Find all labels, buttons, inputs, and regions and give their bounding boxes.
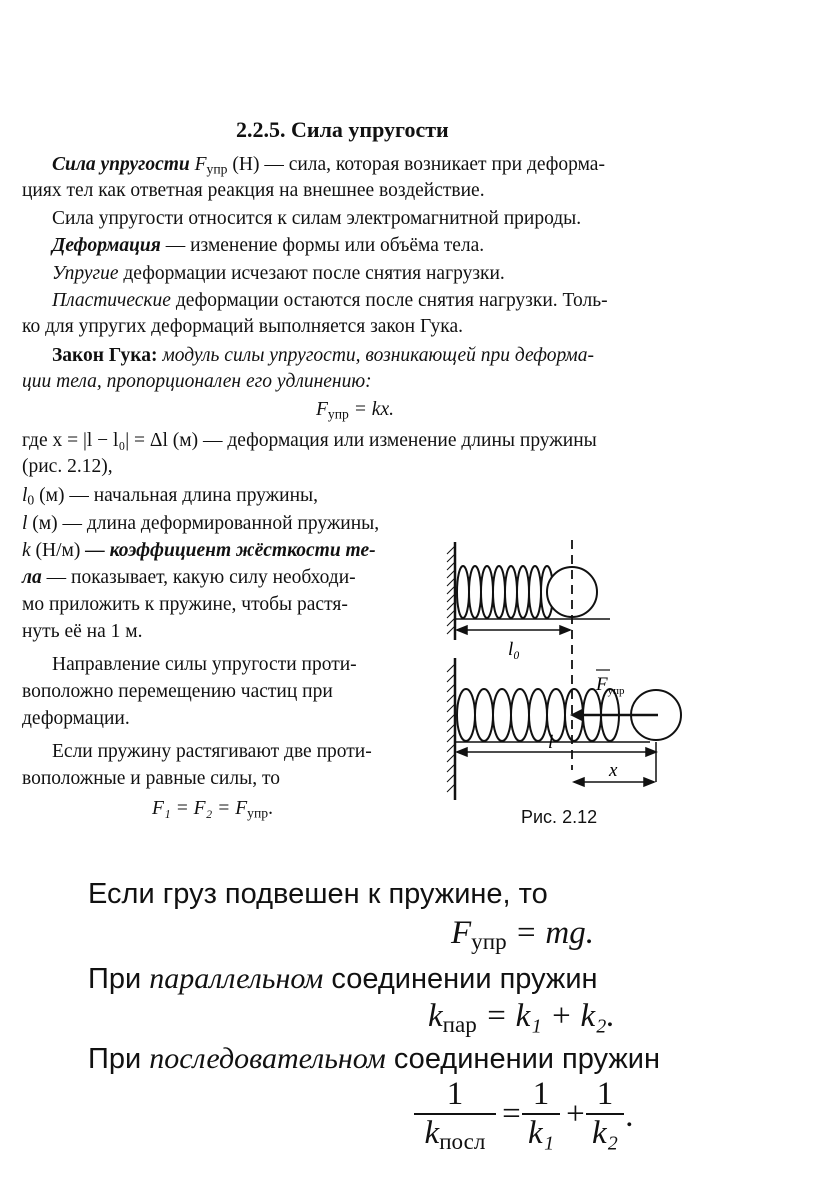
hanging-rhs: = mg. [514, 915, 594, 951]
k-line-2 [22, 565, 356, 591]
k-term: — коэффициент жёсткости те- [85, 540, 376, 561]
two-forces-formula-end: . [268, 798, 273, 819]
series-text [88, 1042, 660, 1076]
k-line-3: мо приложить к пружине, чтобы растя- [22, 594, 348, 615]
l-symbol: l [22, 513, 28, 534]
nature-line: Сила упругости относится к силам электромагнитной природы. [52, 208, 582, 229]
hooke-formula-sub: упр [327, 406, 349, 422]
series-suffix: соединении пружин [393, 1043, 660, 1075]
plastic-line-1 [52, 288, 608, 314]
k-text-2: — показывает, какую силу необходи- [46, 567, 356, 588]
k-unit: (Н/м) [35, 540, 81, 561]
section-number: 2.2.5. [236, 117, 286, 142]
parallel-text [88, 962, 598, 996]
direction-line-3: деформации. [22, 708, 130, 729]
elastic-line [52, 261, 505, 287]
top-wall [447, 542, 455, 640]
figure-caption: Рис. 2.12 [521, 807, 598, 827]
hooke-line-2: ции тела, пропорционален его удлинению: [22, 371, 372, 392]
parallel-formula [428, 998, 615, 1035]
two-forces-formula-sub: упр [247, 805, 269, 821]
definition-line-2: циях тел как ответная реакция на внешнее воздействие. [22, 180, 485, 201]
top-spring [457, 566, 553, 618]
series-fraction-k2 [586, 1076, 624, 1152]
two-forces-line-1: Если пружину растягивают две проти- [52, 741, 372, 762]
plastic-term: Пластические [52, 290, 171, 311]
where-line-1: где x = |l − l₀| = Δl (м) — деформация или изменение длины пружины [22, 430, 597, 451]
spring-figure [430, 530, 700, 830]
hooke-label: Закон Гука: [52, 345, 158, 366]
label-force: $F_{упр}$ [596, 674, 625, 697]
k-symbol: k [22, 540, 31, 561]
series-fraction-lhs [414, 1076, 496, 1152]
series-fraction-k1 [522, 1076, 560, 1152]
l0-symbol: l [22, 485, 28, 506]
parallel-prefix: При [88, 963, 142, 995]
parallel-term: параллельном [149, 962, 324, 995]
section-title [236, 117, 449, 143]
label-l: l [548, 732, 554, 753]
parallel-rhs: = k₁ + k₂. [485, 998, 615, 1034]
hooke-formula [316, 397, 394, 423]
series-k1-den: k₁ [527, 1115, 555, 1151]
parallel-suffix: соединении пружин [331, 963, 598, 995]
k-line-1 [22, 538, 376, 564]
series-dot: . [626, 1098, 635, 1134]
deformation-text: — изменение формы или объёма тела. [165, 235, 485, 256]
series-eq: = [500, 1096, 523, 1132]
label-x: x [609, 760, 618, 781]
hooke-line-1 [52, 343, 594, 369]
series-term: последовательном [149, 1042, 386, 1075]
two-forces-line-2: воположные и равные силы, то [22, 768, 280, 789]
definition-symbol-sub: упр [206, 161, 228, 177]
bottom-wall [447, 658, 455, 800]
two-forces-formula-main: F₁ = F₂ = F [152, 798, 248, 819]
hanging-formula [451, 915, 594, 952]
series-lhs-num: 1 [446, 1076, 464, 1112]
series-prefix: При [88, 1043, 142, 1075]
hooke-formula-rhs: = kx. [353, 399, 394, 420]
deformation-term: Деформация [52, 235, 161, 256]
direction-line-2: воположно перемещению частиц при [22, 681, 333, 702]
elastic-text: деформации исчезают после снятия нагрузки. [123, 263, 505, 284]
plastic-text-1: деформации остаются после снятия нагрузки. Толь- [175, 290, 608, 311]
l-dimension [457, 742, 656, 782]
definition-line-1 [52, 152, 605, 178]
series-k2-num: 1 [596, 1076, 614, 1112]
elastic-term: Упругие [52, 263, 119, 284]
l-line [22, 511, 379, 537]
definition-term: Сила упругости [52, 154, 190, 175]
hooke-formula-F: F [316, 399, 328, 420]
hanging-F: F [451, 915, 472, 951]
hooke-text-1: модуль силы упругости, возникающей при деформа- [162, 345, 594, 366]
parallel-k: k [428, 998, 443, 1034]
hanging-sub: упр [471, 927, 507, 954]
definition-symbol: F [194, 154, 207, 175]
hanging-text: Если груз подвешен к пружине, то [88, 878, 548, 910]
l0-dimension [457, 626, 570, 634]
series-k2-den: k₂ [591, 1115, 619, 1151]
parallel-k-sub: пар [442, 1010, 477, 1037]
series-lhs-den: $k_{посл}$ [424, 1115, 486, 1154]
series-plus: + [564, 1096, 587, 1132]
k-term-end: ла [22, 567, 42, 588]
section-name: Сила упругости [291, 117, 449, 142]
l0-sub: 0 [27, 492, 35, 508]
two-forces-formula [152, 796, 273, 822]
label-l0: l₀ [508, 639, 520, 660]
k-line-4: нуть её на 1 м. [22, 621, 143, 642]
definition-unit: (Н) [232, 154, 260, 175]
where-line-2: (рис. 2.12), [22, 456, 113, 477]
l0-text: (м) — начальная длина пружины, [39, 485, 318, 506]
plastic-line-2: ко для упругих деформаций выполняется закон Гука. [22, 316, 463, 337]
l-text: (м) — длина деформированной пружины, [32, 513, 380, 534]
l0-line [22, 483, 318, 509]
series-k1-num: 1 [532, 1076, 550, 1112]
deformation-line [52, 233, 484, 259]
direction-line-1: Направление силы упругости проти- [52, 654, 357, 675]
definition-text: — сила, которая возникает при деформа- [264, 154, 605, 175]
